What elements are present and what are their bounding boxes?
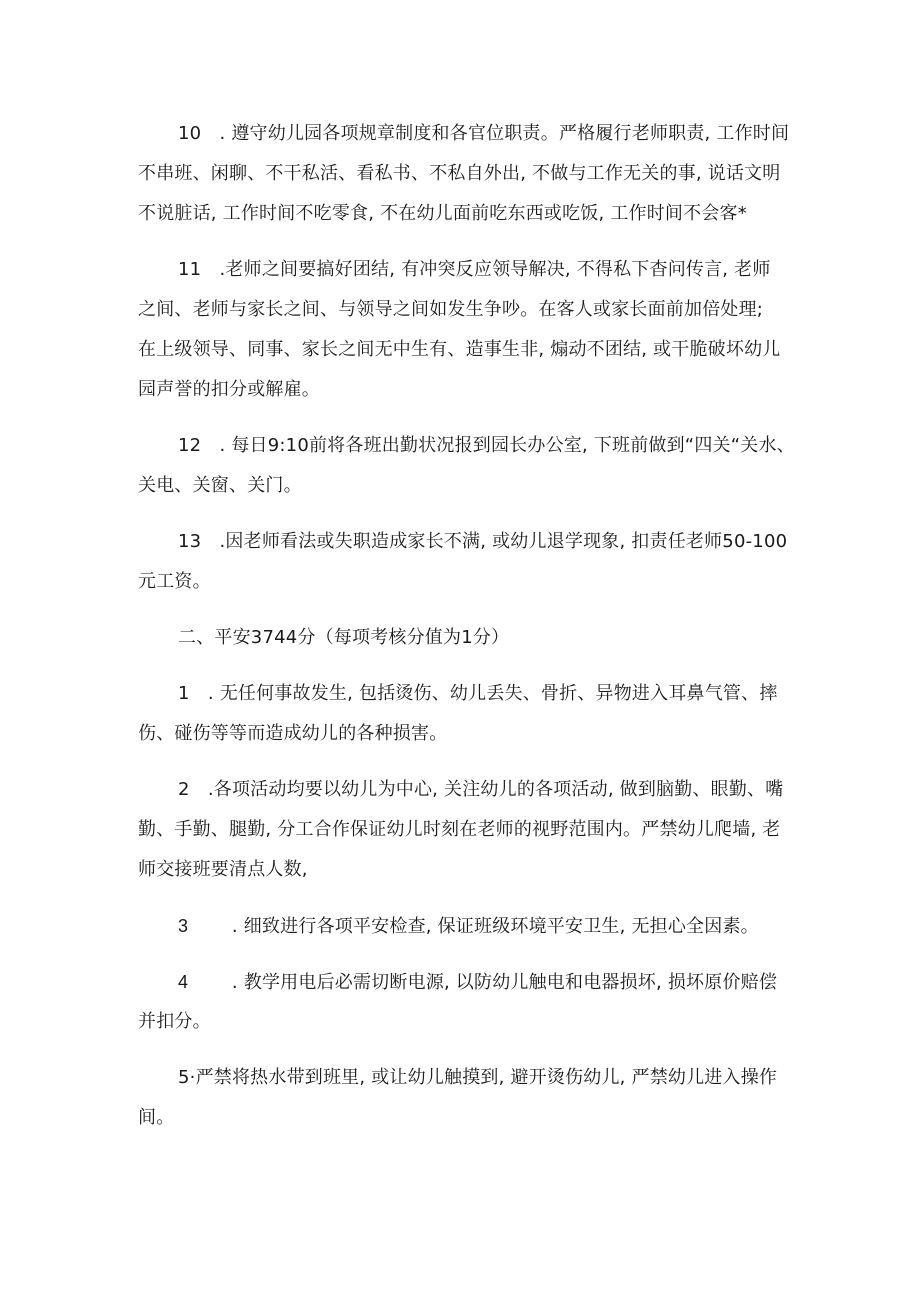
- safety-item-1-line-1: 1 . 无任何事故发生, 包括烫伤、幼儿丢失、骨折、异物进入耳鼻气管、摔: [178, 683, 778, 704]
- paragraph-13-line-2: 元工资。: [138, 571, 211, 592]
- safety-item-5-line-1: 5·严禁将热水带到班里, 或让幼儿触摸到, 避开烫伤幼儿, 严禁幼儿进入操作: [178, 1067, 778, 1088]
- safety-item-4-line-1: [178, 970, 838, 995]
- safety-item-4-line-2: 并扣分。: [138, 1011, 211, 1032]
- safety-item-1-line-2: 伤、碰伤等等而造成幼儿的各种损害。: [138, 723, 448, 744]
- paragraph-12-line-1: 12 . 每日9:10前将各班出勤状况报到园长办公室, 下班前做到“四关“关水、: [178, 435, 795, 456]
- paragraph-13-line-1: 13 .因老师看法或失职造成家长不满, 或幼儿退学现象, 扣责任老师50-100: [178, 531, 788, 552]
- item-text: . 细致进行各项平安检查, 保证班级环境平安卫生, 无担心全因素。: [231, 916, 759, 937]
- paragraph-11-line-2: 之间、老师与家长之间、与领导之间如发生争吵。在客人或家长面前加倍处理;: [138, 299, 764, 320]
- paragraph-10-line-2: 不串班、闲聊、不干私活、看私书、不私自外出, 不做与工作无关的事, 说话文明: [138, 163, 781, 184]
- item-text: . 教学用电后必需切断电源, 以防幼儿触电和电器损坏, 损坏原价赔偿: [231, 972, 778, 993]
- paragraph-10-line-3: 不说脏话, 工作时间不吃零食, 不在幼儿面前吃东西或吃饭, 工作时间不会客*: [138, 203, 747, 224]
- paragraph-10-line-1: 10 . 遵守幼儿园各项规章制度和各官位职责。严格履行老师职责, 工作时间: [178, 123, 790, 144]
- paragraph-11-line-3: 在上级领导、同事、家长之间无中生有、造事生非, 煽动不团结, 或干脆破坏幼儿: [138, 339, 781, 360]
- paragraph-11-line-1: 11 .老师之间要搞好团结, 有冲突反应领导解决, 不得私下杳问传言, 老师: [178, 259, 771, 280]
- safety-item-2-line-2: 勤、手勤、腿勤, 分工合作保证幼儿时刻在老师的视野范围内。严禁幼儿爬墙, 老: [138, 819, 781, 840]
- item-number: 4: [178, 972, 189, 992]
- paragraph-11-line-4: 园声誉的扣分或解雇。: [138, 379, 320, 400]
- safety-item-3-line-1: [178, 914, 838, 939]
- section-heading-safety: 二、平安3744分（每项考核分值为1分）: [178, 627, 510, 648]
- safety-item-2-line-3: 师交接班要清点人数,: [138, 859, 308, 880]
- item-number: 3: [178, 916, 189, 936]
- safety-item-5-line-2: 间。: [138, 1107, 175, 1128]
- safety-item-2-line-1: 2 .各项活动均要以幼儿为中心, 关注幼儿的各项活动, 做到脑勤、眼勤、嘴: [178, 779, 784, 800]
- paragraph-12-line-2: 关电、关窗、关门。: [138, 475, 302, 496]
